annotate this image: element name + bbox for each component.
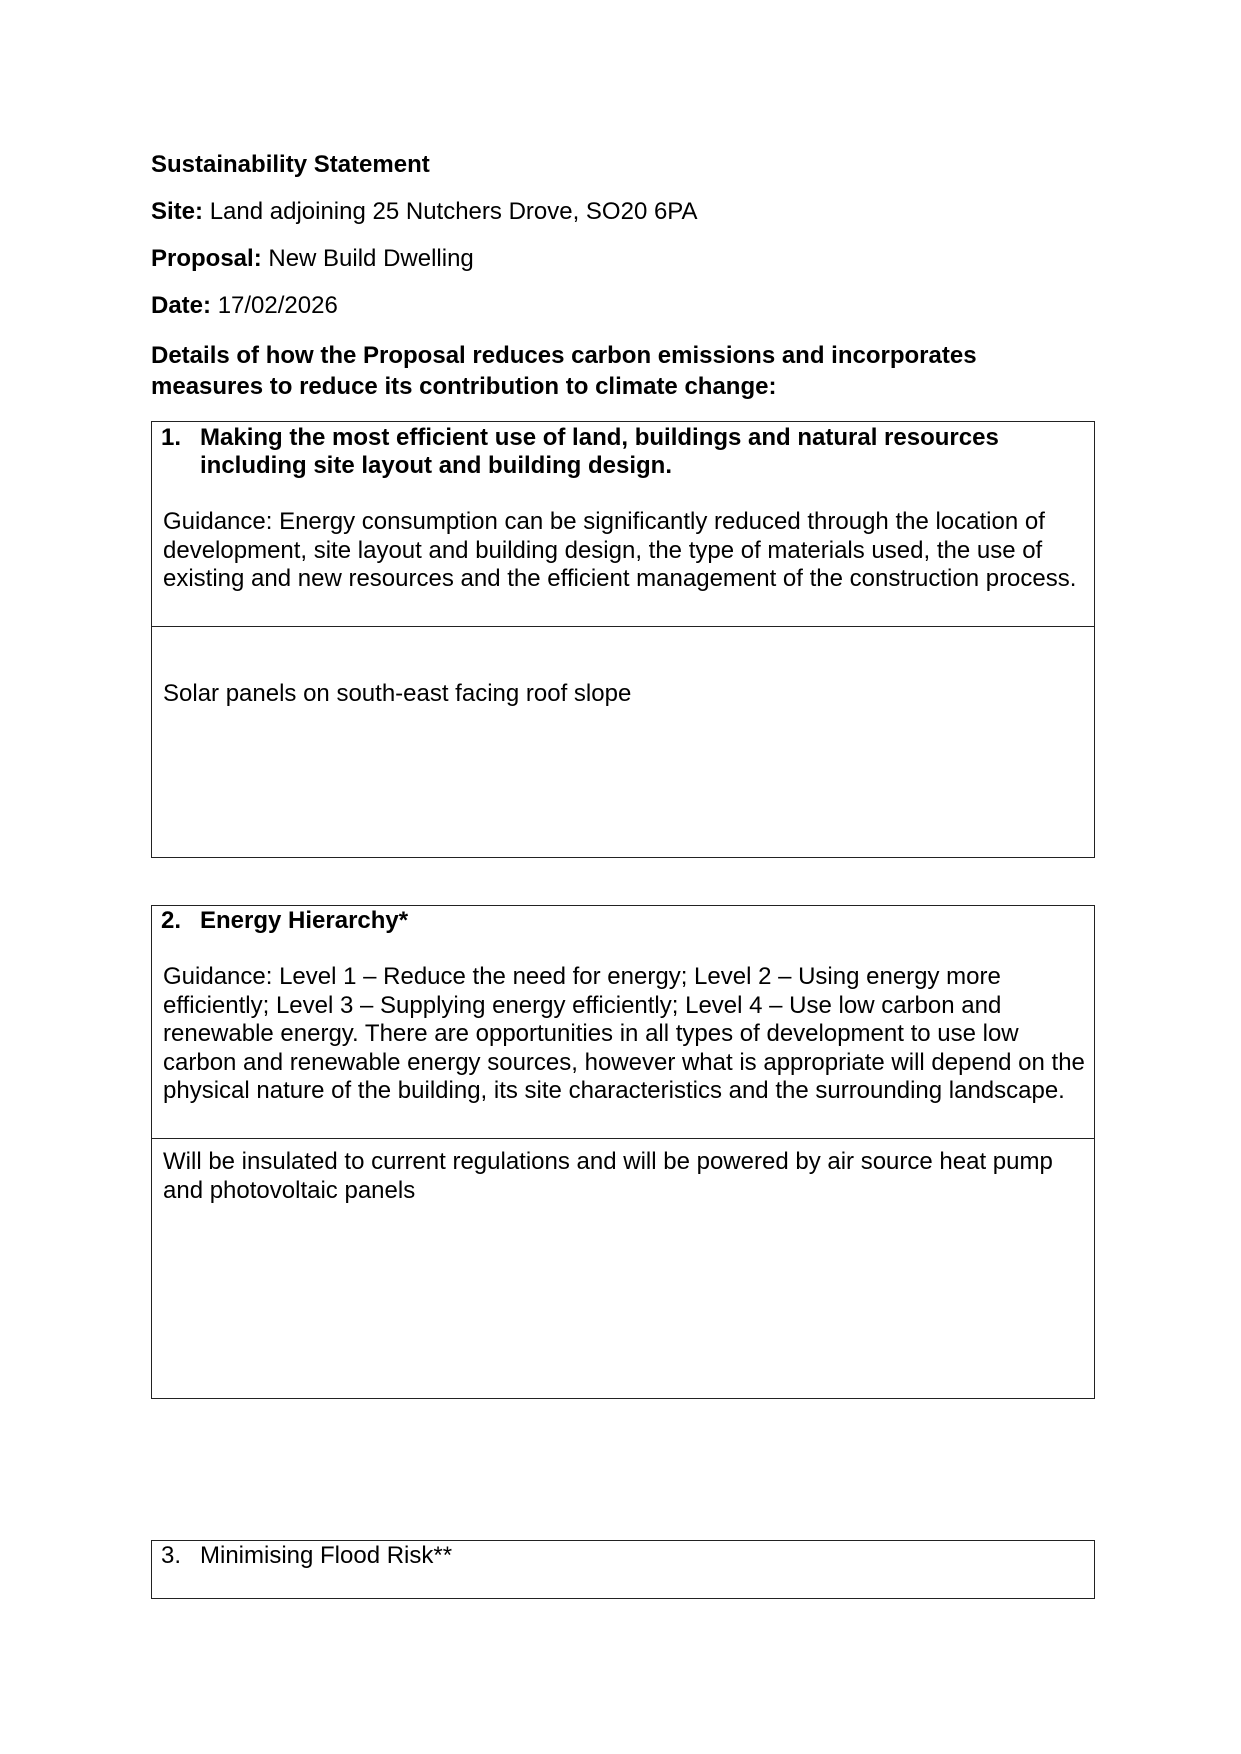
date-label: Date: xyxy=(151,292,212,319)
date-value: 17/02/2026 xyxy=(217,292,338,319)
section-2-number: 2. xyxy=(161,907,182,934)
intro-heading: Details of how the Proposal reduces carbon emissions and incorporates measures to reduce its contribution to climate change: xyxy=(151,342,977,400)
section-1-box xyxy=(151,421,1095,858)
section-1-guidance: Guidance: Energy consumption can be significantly reduced through the location of development, site layout and building design, the type of materials used, the use of existing and new resources and the efficient management of the construction process. xyxy=(163,508,1077,592)
site-label: Site: xyxy=(151,198,204,225)
proposal-label: Proposal: xyxy=(151,245,262,272)
section-2-guidance: Guidance: Level 1 – Reduce the need for energy; Level 2 – Using energy more efficiently; Level 3 – Supplying energy efficiently; Level 4 – Use low carbon and renewable energy. There are opportunities in all types of development to use low carbon and renewable energy sources, however what is appropriate will depend on the physical nature of the building, its site characteristics and the surrounding landscape. xyxy=(163,963,1085,1104)
section-2-title-block xyxy=(161,907,1070,935)
site-value: Land adjoining 25 Nutchers Drove, SO20 6PA xyxy=(209,198,698,225)
section-3-title-block xyxy=(161,1542,1070,1570)
section-1-title-block xyxy=(161,424,1070,480)
section-3-header-cell xyxy=(152,1541,1094,1598)
proposal-line xyxy=(151,245,474,273)
section-2-box xyxy=(151,905,1095,1399)
section-1-response: Solar panels on south-east facing roof slope xyxy=(163,680,632,707)
section-1-number: 1. xyxy=(161,424,182,451)
section-2-header-cell xyxy=(152,906,1094,1138)
section-2-response-cell xyxy=(152,1138,1094,1398)
document-title: Sustainability Statement xyxy=(151,151,430,178)
proposal-value: New Build Dwelling xyxy=(268,245,474,272)
section-2-title: Energy Hierarchy* xyxy=(200,907,409,934)
section-1-header-cell xyxy=(152,422,1094,626)
site-line xyxy=(151,198,698,226)
section-2-response: Will be insulated to current regulations and will be powered by air source heat pump and photovoltaic panels xyxy=(163,1148,1053,1204)
section-3-title: Minimising Flood Risk** xyxy=(200,1542,453,1569)
section-1-response-cell xyxy=(152,626,1094,857)
section-3-box xyxy=(151,1540,1095,1599)
section-1-title: Making the most efficient use of land, buildings and natural resources including site layout and building design. xyxy=(200,424,999,479)
section-3-number: 3. xyxy=(161,1542,182,1569)
date-line xyxy=(151,292,338,320)
